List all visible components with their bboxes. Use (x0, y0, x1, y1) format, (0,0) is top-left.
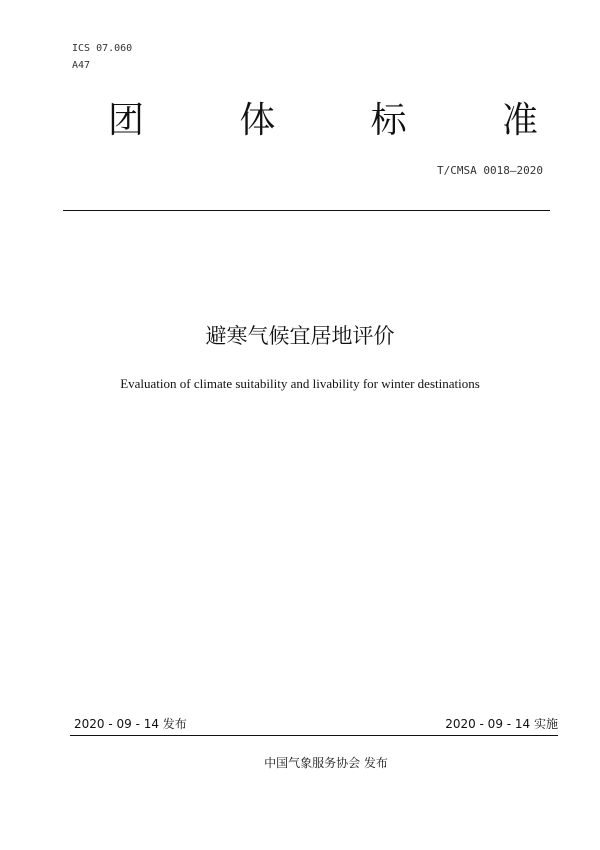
standard-type-heading (108, 100, 538, 141)
standard-number: T/CMSA 0018—2020 (437, 164, 543, 177)
standard-type-char: 准 (501, 100, 538, 141)
implementation-date: 2020 - 09 - 14 实施 (445, 717, 558, 731)
issue-date: 2020 - 09 - 14 发布 (74, 717, 187, 731)
top-divider (63, 210, 550, 211)
standard-type-char: 体 (239, 100, 276, 141)
standard-type-char: 标 (370, 100, 407, 141)
classification-code: A47 (72, 60, 91, 71)
publisher: 中国气象服务协会 发布 (264, 756, 388, 770)
ics-code: ICS 07.060 (72, 43, 133, 54)
bottom-divider (70, 735, 558, 736)
english-title: Evaluation of climate suitability and livability for winter destinations (120, 376, 480, 391)
standard-type-char: 团 (108, 100, 145, 141)
chinese-title: 避寒气候宜居地评价 (205, 324, 395, 348)
